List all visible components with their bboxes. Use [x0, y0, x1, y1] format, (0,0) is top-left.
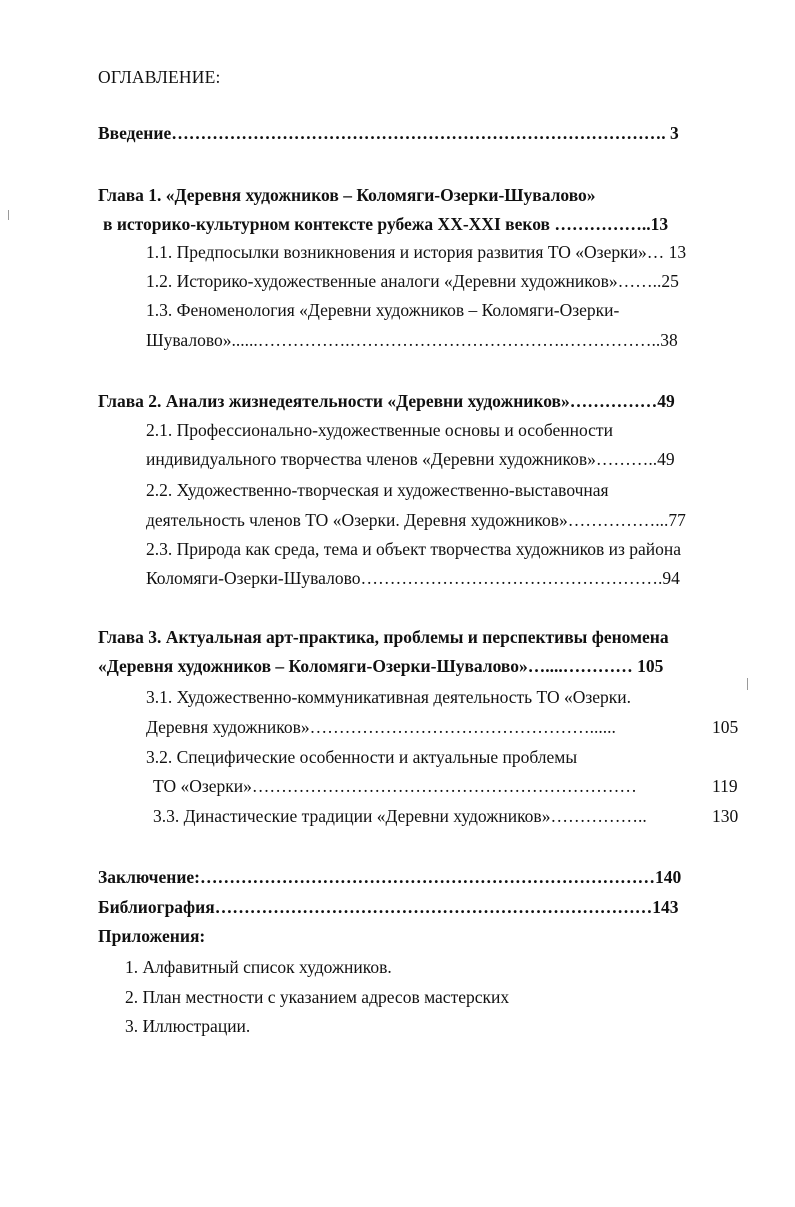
chapter-3-title-line-1: Глава 3. Актуальная арт-практика, проблемы и перспективы феномена	[98, 627, 669, 647]
section-1-1: 1.1. Предпосылки возникновения и история развития ТО «Озерки»… 13	[146, 242, 687, 262]
section-3-2-line-1: 3.2. Специфические особенности и актуальные проблемы	[146, 747, 578, 767]
section-3-1-page: 105	[712, 717, 739, 737]
chapter-2-title: Глава 2. Анализ жизнедеятельности «Деревни художников»……………49	[98, 391, 675, 411]
toc-heading: ОГЛАВЛЕНИЕ:	[98, 67, 221, 87]
toc-entry-bibliography: Библиография…………………………………………………………………143	[98, 897, 679, 917]
chapter-1-title-line-2: в историко-культурном контексте рубежа XX-XXI веков ……………..13	[103, 214, 669, 234]
toc-entry-appendices-title: Приложения:	[98, 926, 206, 946]
section-1-3-line-2: Шувалово»......…………….……………………………….……………..38	[146, 330, 678, 350]
section-2-1-line-1: 2.1. Профессионально-художественные основы и особенности	[146, 420, 613, 440]
section-2-2-line-1: 2.2. Художественно-творческая и художественно-выставочная	[146, 480, 609, 500]
section-3-1-line-2: Деревня художников»…………………………………………......	[146, 717, 616, 737]
toc-entry-introduction: Введение…………………………………………………………………………. 3	[98, 123, 679, 143]
chapter-1-title-line-1: Глава 1. «Деревня художников – Коломяги-Озерки-Шувалово»	[98, 185, 596, 205]
appendix-item-2: 2. План местности с указанием адресов мастерских	[125, 987, 510, 1007]
section-2-1-line-2: индивидуального творчества членов «Деревни художников»………..49	[146, 449, 675, 469]
appendix-item-1: 1. Алфавитный список художников.	[125, 957, 392, 977]
section-3-3-page: 130	[712, 806, 739, 826]
scan-artifact-left	[8, 210, 9, 220]
section-1-2: 1.2. Историко-художественные аналоги «Деревни художников»……..25	[146, 271, 679, 291]
appendix-item-3: 3. Иллюстрации.	[125, 1016, 251, 1036]
scan-artifact-right	[747, 678, 748, 690]
section-3-2-page: 119	[712, 776, 738, 796]
section-2-3-line-1: 2.3. Природа как среда, тема и объект творчества художников из района	[146, 539, 681, 559]
section-3-3: 3.3. Династические традиции «Деревни художников»……………..	[153, 806, 647, 826]
chapter-3-title-line-2: «Деревня художников – Коломяги-Озерки-Шувалово»…....………… 105	[98, 656, 664, 676]
section-2-3-line-2: Коломяги-Озерки-Шувалово…………………………………………….94	[146, 568, 680, 588]
toc-entry-conclusion: Заключение:……………………………………………………………………140	[98, 867, 682, 887]
section-3-1-line-1: 3.1. Художественно-коммуникативная деятельность ТО «Озерки.	[146, 687, 632, 707]
section-1-3-line-1: 1.3. Феноменология «Деревни художников – Коломяги-Озерки-	[146, 300, 620, 320]
section-2-2-line-2: деятельность членов ТО «Озерки. Деревня художников»……………...77	[146, 510, 686, 530]
section-3-2-line-2: ТО «Озерки»…………………………………………………………	[153, 776, 637, 796]
